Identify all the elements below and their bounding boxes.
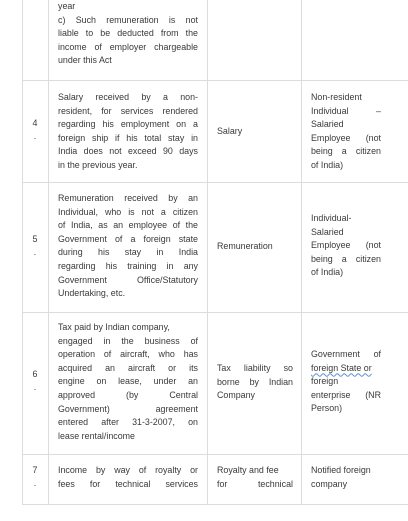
description-line: approved (by Central	[58, 389, 198, 400]
description-line: regarding his training in any	[58, 260, 198, 271]
description-line: engaged in the business of	[58, 335, 198, 346]
row-number-dot: .	[33, 247, 37, 257]
payee	[311, 212, 381, 280]
payee-line: of India)	[311, 267, 344, 278]
nature-of-income	[217, 240, 297, 254]
payee-line: being a citizen	[311, 253, 381, 264]
row-number-dot: .	[33, 131, 37, 141]
payee-line: being a citizen	[311, 146, 381, 157]
column-divider-2	[207, 0, 208, 505]
row-number: 5	[32, 234, 38, 244]
description-line: under this Act	[58, 55, 112, 66]
description-line: income of employer chargeable	[58, 41, 198, 52]
table-border-bottom	[22, 504, 408, 505]
nature-line: Salary	[217, 126, 243, 136]
description-line: Remuneration received by an	[58, 193, 198, 203]
description-line: year	[58, 1, 76, 11]
payee-line: of India)	[311, 159, 344, 170]
payee	[311, 91, 381, 173]
description-line: engine on lease, under an	[58, 376, 198, 387]
description-line: entered after 31-3-2007, on	[58, 417, 198, 428]
nature-line: borne by Indian	[217, 376, 293, 387]
payee-line: Individual-	[311, 213, 352, 223]
row-number: 6	[32, 369, 38, 379]
payee-line: Individual –	[311, 105, 381, 116]
description-line: Undertaking, etc.	[58, 288, 126, 299]
description-line: Income by way of royalty or	[58, 465, 198, 475]
nature-line: for technical	[217, 478, 293, 489]
row-number: 4	[32, 118, 38, 128]
description-line: Government) agreement	[58, 403, 198, 414]
table-row	[58, 91, 198, 173]
table-row	[58, 464, 198, 491]
nature-line: Remuneration	[217, 241, 273, 251]
nature-of-income	[217, 125, 297, 139]
description-line: Government Office/Statutory	[58, 274, 198, 285]
description-line: c) Such remuneration is not	[58, 14, 198, 25]
table-row	[58, 192, 198, 301]
payee	[311, 348, 381, 416]
payee-line: Notified foreign	[311, 465, 371, 475]
description-line: foreign ship if his total stay in	[58, 132, 198, 143]
column-divider-1	[48, 0, 49, 505]
description-line: India does not exceed 90 days	[58, 146, 198, 157]
payee-line: foreign	[311, 376, 339, 387]
nature-of-income	[217, 464, 293, 491]
column-divider-3	[301, 0, 302, 505]
nature-of-income	[217, 362, 293, 403]
description-line: Individual, who is not a citizen	[58, 206, 198, 217]
row-divider	[22, 312, 408, 313]
description-line: Government of a foreign state	[58, 233, 198, 244]
table-row	[58, 0, 198, 68]
description-line: in the previous year.	[58, 159, 138, 170]
row-number-dot: .	[33, 478, 37, 488]
row-divider	[22, 80, 408, 81]
table-row	[58, 321, 198, 443]
description-line: lease rental/income	[58, 430, 135, 441]
payee-line: Salaried	[311, 226, 344, 237]
payee-line: Employee (not	[311, 132, 381, 143]
description-line: resident, for services rendered	[58, 105, 198, 116]
description-line: regarding his employment on a	[58, 119, 198, 130]
description-line: Tax paid by Indian company,	[58, 322, 170, 332]
description-line: of India, as an employee of the	[58, 220, 198, 231]
row-divider	[22, 182, 408, 183]
table-border-left	[22, 0, 23, 505]
payee-line: Employee (not	[311, 240, 381, 251]
payee-line: company	[311, 478, 348, 489]
description-line: Salary received by a non-	[58, 92, 198, 102]
payee	[311, 464, 381, 491]
nature-line: Royalty and fee	[217, 465, 279, 475]
row-number: 7	[32, 465, 38, 475]
row-divider	[22, 454, 408, 455]
nature-line: Tax liability so	[217, 363, 293, 373]
payee-line: Person)	[311, 403, 343, 414]
payee-line: Government of	[311, 349, 381, 359]
nature-line: Company	[217, 390, 255, 401]
payee-line: foreign State or	[311, 362, 372, 373]
row-number-dot: .	[33, 382, 37, 392]
description-line: fees for technical services	[58, 478, 198, 489]
payee-line: Salaried	[311, 119, 344, 130]
payee-line: Non-resident	[311, 92, 362, 102]
description-line: during his stay in India	[58, 247, 198, 258]
payee-line: enterprise (NR	[311, 389, 381, 400]
description-line: liable to be deducted from the	[58, 28, 198, 39]
description-line: acquired an aircraft or its	[58, 362, 198, 373]
description-line: operation of aircraft, who has	[58, 349, 198, 360]
